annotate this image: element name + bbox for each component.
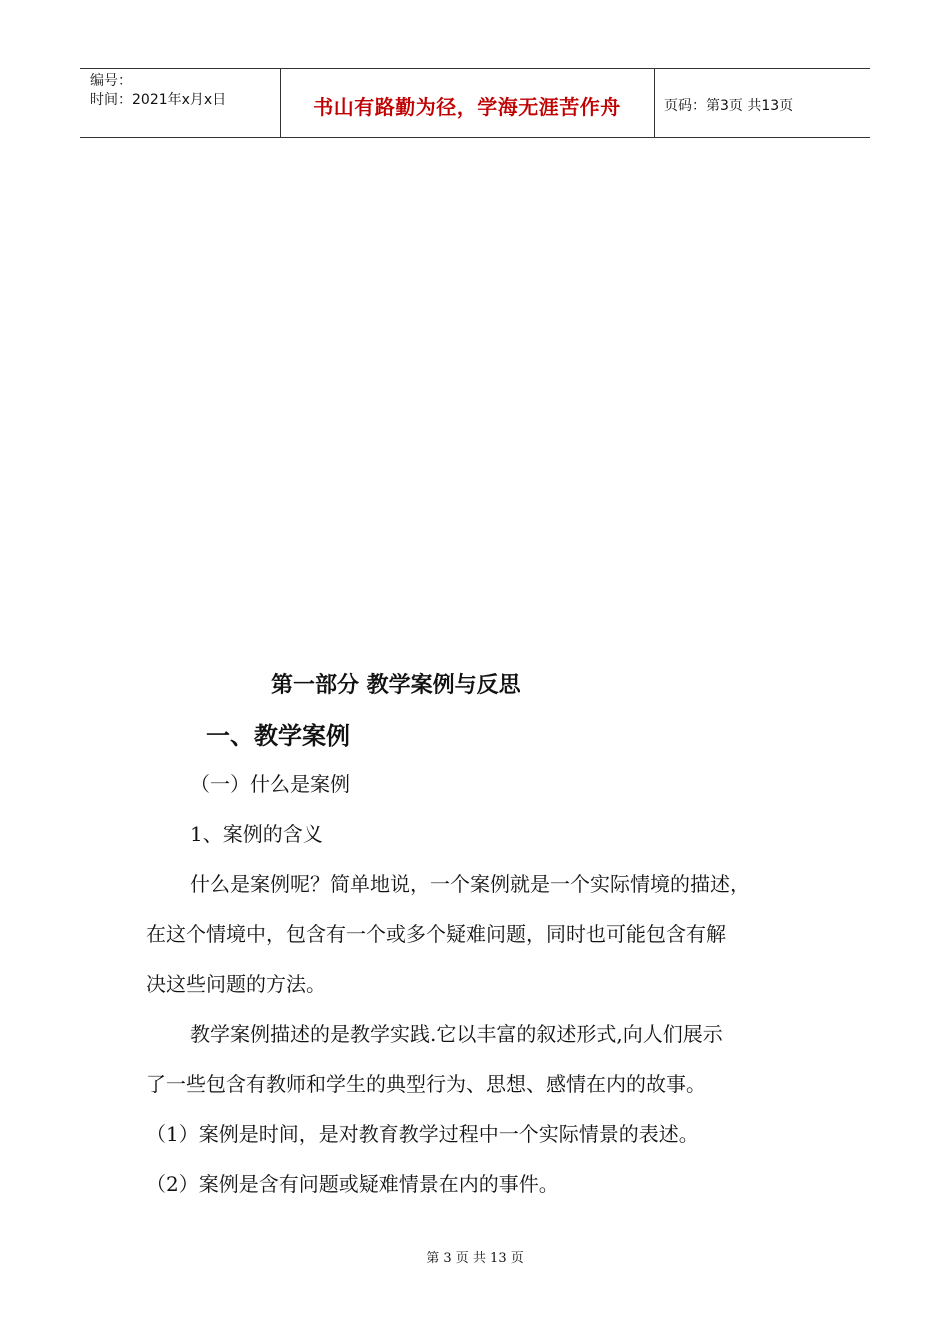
paragraph-line: 在这个情境中，包含有一个或多个疑难问题，同时也可能包含有解 bbox=[146, 922, 726, 946]
paragraph-line: 决这些问题的方法。 bbox=[146, 972, 326, 996]
item-heading: 1、案例的含义 bbox=[190, 822, 323, 846]
document-header bbox=[80, 68, 870, 138]
header-page-cell bbox=[654, 69, 870, 137]
subsection-heading: （一）什么是案例 bbox=[190, 772, 350, 796]
part-title: 第一部分 教学案例与反思 bbox=[271, 673, 521, 698]
page-footer: 第 3 页 共 13 页 bbox=[426, 1251, 524, 1266]
paragraph-line: 教学案例描述的是教学实践.它以丰富的叙述形式,向人们展示 bbox=[190, 1022, 723, 1046]
motto-text: 书山有路勤为径，学海无涯苦作舟 bbox=[313, 95, 621, 119]
list-item: （2）案例是含有问题或疑难情景在内的事件。 bbox=[146, 1172, 559, 1196]
time-label: 时间：2021年x月x日 bbox=[90, 92, 227, 108]
header-meta-cell bbox=[80, 69, 281, 137]
paragraph-line: 什么是案例呢？简单地说，一个案例就是一个实际情境的描述， bbox=[190, 872, 750, 896]
paragraph-line: 了一些包含有教师和学生的典型行为、思想、感情在内的故事。 bbox=[146, 1072, 706, 1096]
page-info: 页码：第3页 共13页 bbox=[664, 98, 794, 114]
header-motto-cell bbox=[280, 69, 655, 137]
serial-label: 编号： bbox=[90, 73, 132, 89]
list-item: （1）案例是时间，是对教育教学过程中一个实际情景的表述。 bbox=[146, 1122, 699, 1146]
section-title: 一、教学案例 bbox=[206, 722, 350, 750]
